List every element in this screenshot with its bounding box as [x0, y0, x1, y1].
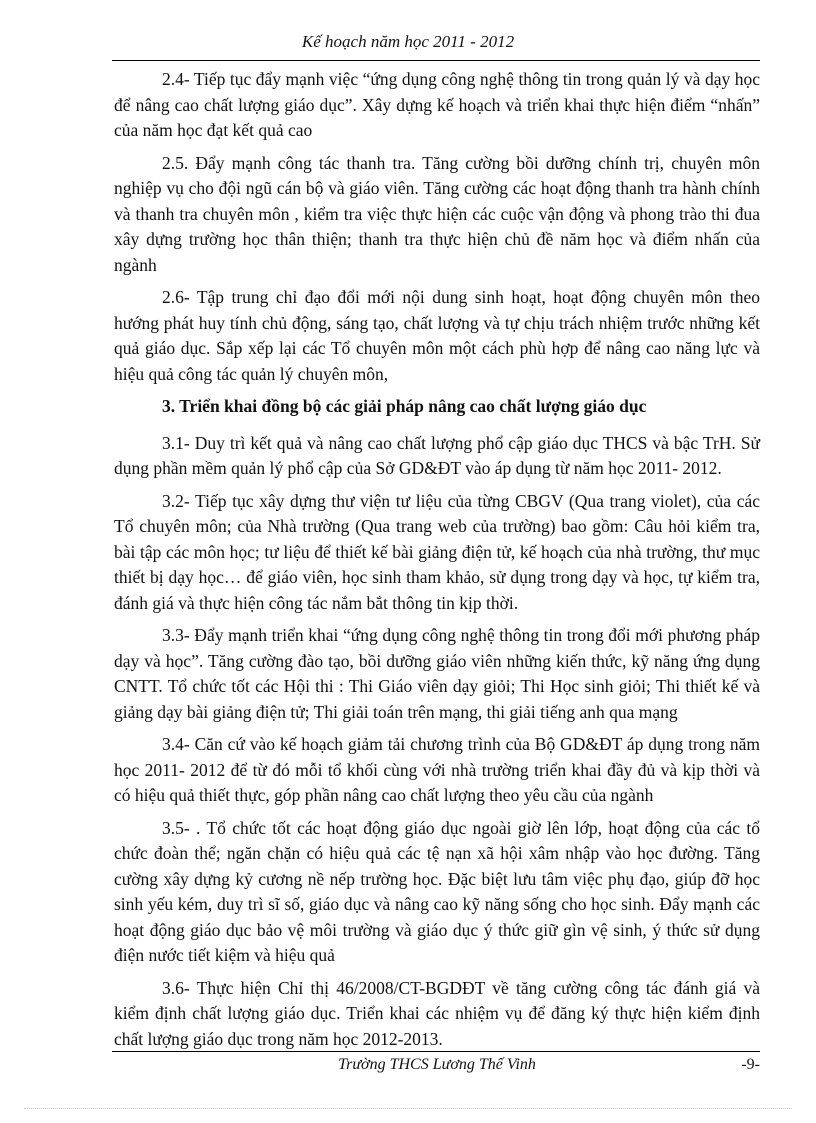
paragraph-3-1: 3.1- Duy trì kết quả và nâng cao chất lượng phổ cập giáo dục THCS và bậc TrH. Sử dụng phần mềm quản lý phổ cập của Sở GD&ĐT vào áp dụng từ năm học 2011- 2012.	[114, 432, 760, 478]
paragraph-2-6: 2.6- Tập trung chỉ đạo đổi mới nội dung sinh hoạt, hoạt động chuyên môn theo hướng phát huy tính chủ động, sáng tạo, chất lượng và tự chịu trách nhiệm trước những kết quả giáo dục. Sắp xếp lại các Tổ chuyên môn một cách phù hợp để nâng cao năng lực và hiệu quả công tác quản lý chuyên môn,	[114, 287, 760, 384]
paragraph-3-4: 3.4- Căn cứ vào kế hoạch giảm tải chương trình của Bộ GD&ĐT áp dụng trong năm học 2011- 2012 để từ đó mỗi tổ khối cùng với nhà trường triển khai đầy đủ và kịp thời và có hiệu quả thiết thực, góp phần nâng cao chất lượng theo yêu cầu của ngành	[114, 734, 760, 805]
page-number: -9-	[741, 1056, 760, 1073]
document-body	[114, 67, 760, 1059]
header-divider	[112, 60, 760, 61]
paragraph-2-4: 2.4- Tiếp tục đẩy mạnh việc “ứng dụng công nghệ thông tin trong quản lý và dạy học để nâng cao chất lượng giáo dục”. Xây dựng kế hoạch và triển khai thực hiện điểm “nhấn” của năm học đạt kết quả cao	[114, 69, 760, 140]
paragraph-2-5: 2.5. Đẩy mạnh công tác thanh tra. Tăng cường bồi dưỡng chính trị, chuyên môn nghiệp vụ cho đội ngũ cán bộ và giáo viên. Tăng cường các hoạt động thanh tra hành chính và thanh tra chuyên môn , kiểm tra việc thực hiện các cuộc vận động và phong trào thi đua xây dựng trường học thân thiện; thanh tra thực hiện chủ đề năm học và điểm nhấn của ngành	[114, 152, 760, 275]
page-bottom-border	[24, 1108, 792, 1109]
page-header-title: Kế hoạch năm học 2011 - 2012	[301, 32, 515, 51]
paragraph-3-5: 3.5- . Tổ chức tốt các hoạt động giáo dục ngoài giờ lên lớp, hoạt động của các tổ chức đoàn thể; ngăn chặn có hiệu quả các tệ nạn xã hội xâm nhập vào học đường. Tăng cường xây dựng kỷ cương nề nếp trường học. Đặc biệt lưu tâm việc phụ đạo, giúp đỡ học sinh yếu kém, duy trì sĩ số, giáo dục và nâng cao kỹ năng sống cho học sinh. Đẩy mạnh các hoạt động giáo dục bảo vệ môi trường và giáo dục ý thức giữ gìn vệ sinh, ý thức sử dụng điện nước tiết kiệm và hiệu quả	[114, 817, 760, 965]
paragraph-3-6: 3.6- Thực hiện Chỉ thị 46/2008/CT-BGDĐT về tăng cường công tác đánh giá và kiểm định chất lượng giáo dục. Triển khai các nhiệm vụ để đăng ký thực hiện kiểm định chất lượng giáo dục trong năm học 2012-2013.	[114, 977, 760, 1049]
section-heading-3: 3. Triển khai đồng bộ các giải pháp nâng cao chất lượng giáo dục	[162, 396, 647, 416]
paragraph-3-2: 3.2- Tiếp tục xây dựng thư viện tư liệu của từng CBGV (Qua trang violet), của các Tổ chuyên môn; của Nhà trường (Qua trang web của trường) bao gồm: Câu hỏi kiểm tra, bài tập các môn học; tư liệu để thiết kế bài giảng điện tử, kế hoạch của nhà trường, thư mục thiết bị dạy học… để giáo viên, học sinh tham khảo, sử dụng trong dạy và học, tự kiểm tra, đánh giá và thực hiện công tác nắm bắt thông tin kịp thời.	[114, 490, 760, 613]
paragraph-3-3: 3.3- Đẩy mạnh triển khai “ứng dụng công nghệ thông tin trong đổi mới phương pháp dạy và học”. Tăng cường đào tạo, bồi dưỡng giáo viên những kiến thức, kỹ năng ứng dụng CNTT. Tổ chức tốt các Hội thi : Thi Giáo viên dạy giỏi; Thi Học sinh giỏi; Thi thiết kế và giảng dạy bài giảng điện tử; Thi giải toán trên mạng, thi giải tiếng anh qua mạng	[114, 625, 760, 722]
footer-school-name: Trường THCS Lương Thế Vinh	[338, 1056, 536, 1073]
footer-divider	[112, 1051, 760, 1052]
